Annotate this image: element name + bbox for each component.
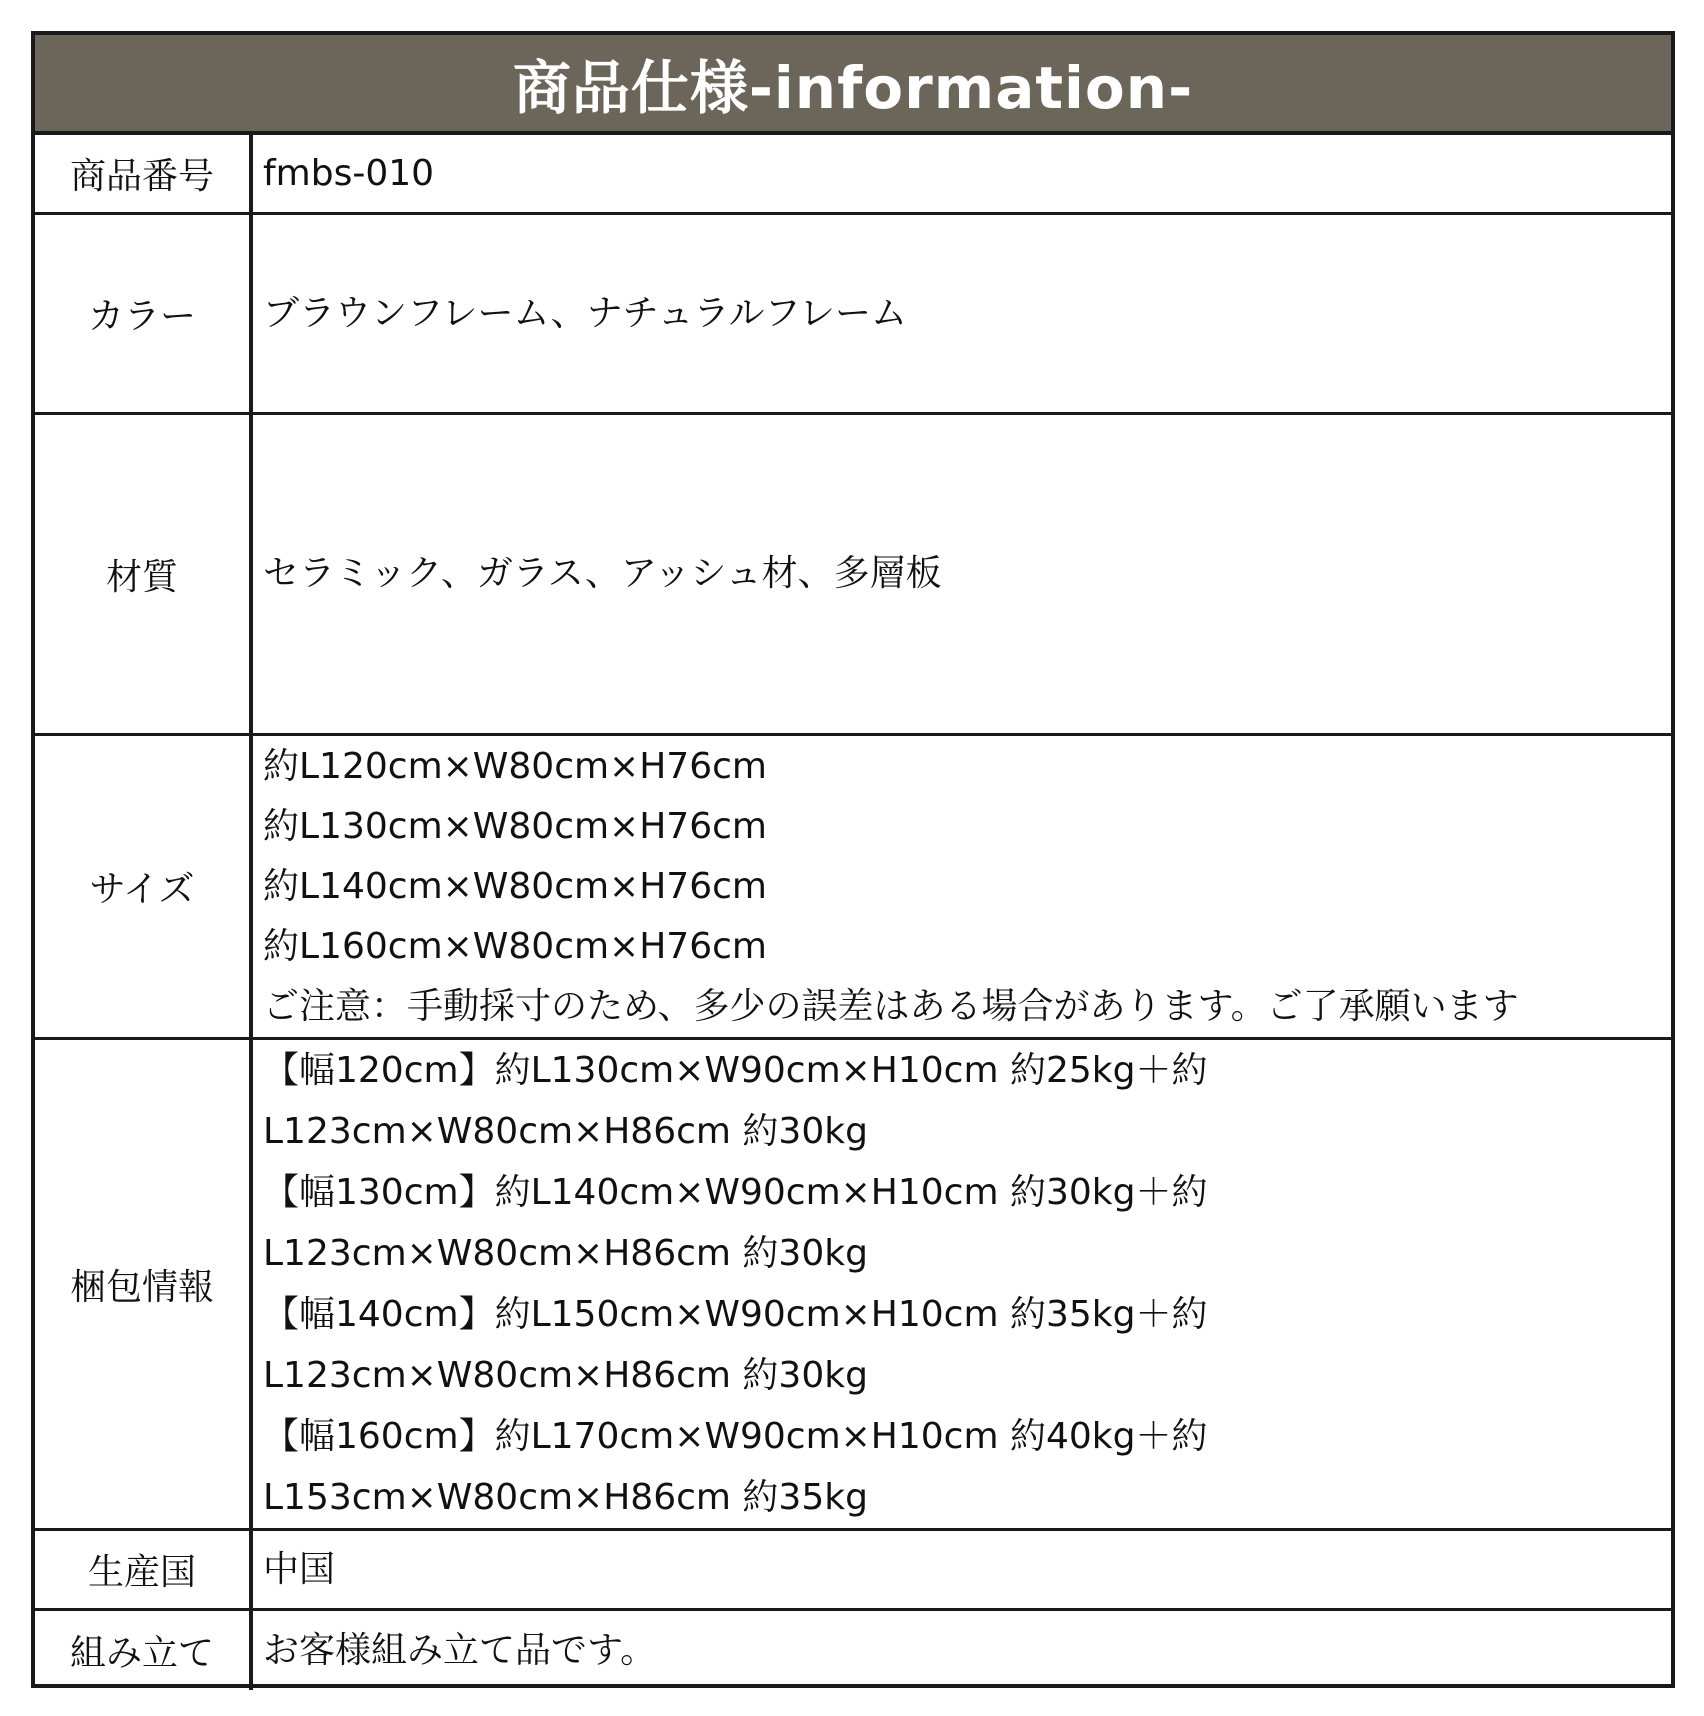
label-color: カラー — [35, 215, 253, 415]
value-color: ブラウンフレーム、ナチュラルフレーム — [253, 215, 1671, 415]
label-product-number: 商品番号 — [35, 135, 253, 215]
packing-line: 【幅130cm】約L140cm×W90cm×H10cm 約30kg＋約 — [263, 1172, 1208, 1213]
label-material: 材質 — [35, 415, 253, 736]
value-material: セラミック、ガラス、アッシュ材、多層板 — [253, 415, 1671, 736]
size-line: 約L120cm×W80cm×H76cm — [263, 745, 767, 787]
label-origin: 生産国 — [35, 1531, 253, 1611]
value-origin: 中国 — [253, 1531, 1671, 1611]
size-line: 約L140cm×W80cm×H76cm — [263, 865, 767, 907]
size-line: 約L160cm×W80cm×H76cm — [263, 925, 767, 967]
packing-line: L123cm×W80cm×H86cm 約30kg — [263, 1233, 868, 1274]
label-packing: 梱包情報 — [35, 1040, 253, 1531]
spec-table — [31, 31, 1675, 1688]
packing-line: 【幅160cm】約L170cm×W90cm×H10cm 約40kg＋約 — [263, 1416, 1208, 1457]
packing-line: L153cm×W80cm×H86cm 約35kg — [263, 1477, 868, 1518]
value-packing — [253, 1040, 1671, 1531]
label-size: サイズ — [35, 736, 253, 1040]
value-size — [253, 736, 1671, 1040]
packing-line: 【幅120cm】約L130cm×W90cm×H10cm 約25kg＋約 — [263, 1050, 1208, 1091]
packing-line: L123cm×W80cm×H86cm 約30kg — [263, 1111, 868, 1152]
size-note: ご注意：手動採寸のため、多少の誤差はある場合があります。ご了承願います — [263, 985, 1519, 1027]
value-assembly: お客様組み立て品です。 — [263, 1629, 657, 1671]
size-line: 約L130cm×W80cm×H76cm — [263, 805, 767, 847]
value-product-number: fmbs-010 — [253, 135, 1671, 215]
packing-line: L123cm×W80cm×H86cm 約30kg — [263, 1355, 868, 1396]
label-assembly: 組み立て — [35, 1611, 253, 1690]
packing-line: 【幅140cm】約L150cm×W90cm×H10cm 約35kg＋約 — [263, 1294, 1208, 1335]
table-title: 商品仕様-information- — [35, 35, 1671, 135]
